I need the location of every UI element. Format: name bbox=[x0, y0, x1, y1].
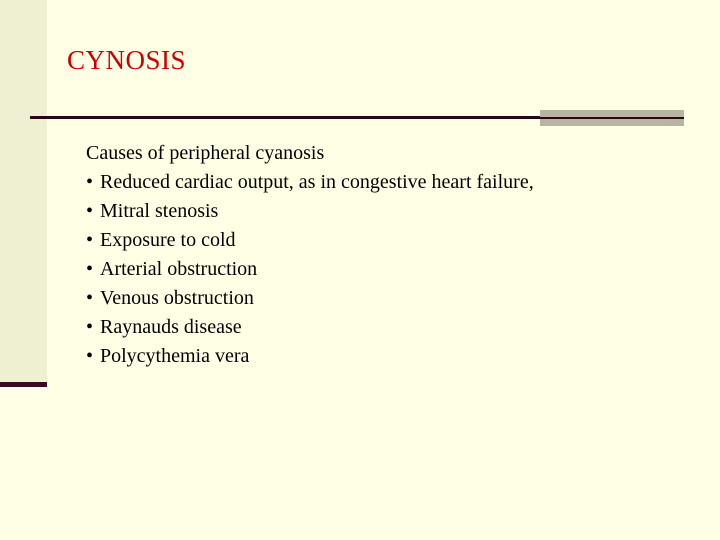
list-item-text: Reduced cardiac output, as in congestive heart failure, bbox=[100, 171, 534, 193]
list-item bbox=[86, 342, 696, 371]
list-item bbox=[86, 168, 696, 197]
bullet-icon: • bbox=[86, 258, 94, 280]
causes-list bbox=[86, 168, 696, 371]
bullet-icon: • bbox=[86, 316, 94, 338]
list-item bbox=[86, 226, 696, 255]
body-heading: Causes of peripheral cyanosis bbox=[86, 142, 325, 164]
bullet-icon: • bbox=[86, 287, 94, 309]
list-item-text: Exposure to cold bbox=[100, 229, 236, 251]
list-item-text: Raynauds disease bbox=[100, 316, 242, 338]
list-item bbox=[86, 313, 696, 342]
list-item-text: Mitral stenosis bbox=[100, 200, 219, 222]
slide-title: CYNOSIS bbox=[67, 45, 187, 75]
list-item-text: Polycythemia vera bbox=[100, 345, 250, 367]
list-item-text: Arterial obstruction bbox=[100, 258, 258, 280]
title-divider-accent-line bbox=[540, 117, 684, 119]
list-item bbox=[86, 284, 696, 313]
list-item bbox=[86, 255, 696, 284]
slide-body bbox=[86, 139, 696, 371]
bullet-icon: • bbox=[86, 229, 94, 251]
list-item-text: Venous obstruction bbox=[100, 287, 254, 309]
bullet-icon: • bbox=[86, 345, 94, 367]
list-item bbox=[86, 197, 696, 226]
bullet-icon: • bbox=[86, 171, 94, 193]
left-decorative-band bbox=[0, 0, 47, 382]
left-band-bottom-bar bbox=[0, 382, 47, 387]
bullet-icon: • bbox=[86, 200, 94, 222]
